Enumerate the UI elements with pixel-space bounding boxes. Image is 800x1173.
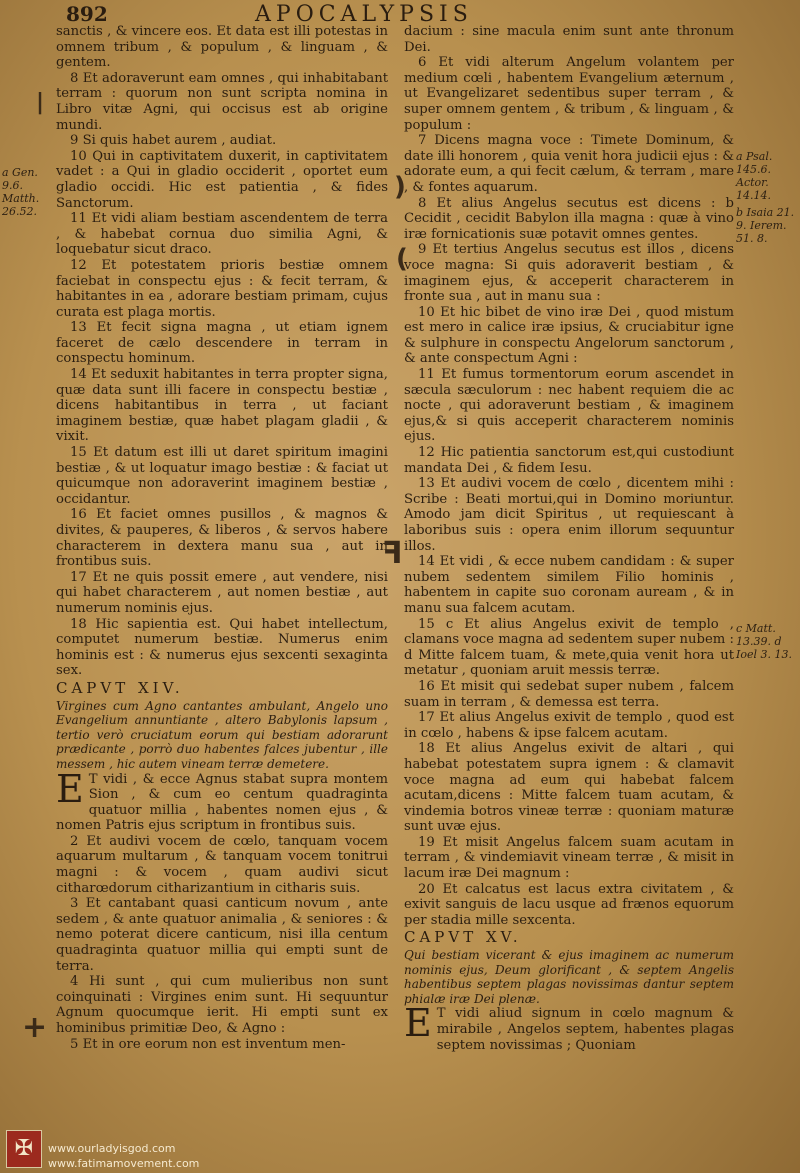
footer-website-1[interactable]: www.ourladyisgod.com (48, 1142, 176, 1155)
verse: 8 Et alius Angelus secutus est dicens : b Cecidit , cecidit Babylon illa magna : quæ à vino iræ fornicationis suæ potavit omnes gentes. (404, 195, 734, 242)
verse: 8 Et adoraverunt eam omnes , qui inhabitabant terram : quorum non sunt scripta nomina in Libro vitæ Agni, qui occisus est ab origine mundi. (56, 70, 388, 133)
running-title: APOCALYPSIS (255, 2, 473, 27)
verse: 20 Et calcatus est lacus extra civitatem , & exivit sanguis de lacu usque ad frænos equorum per stadia mille sexcenta. (404, 881, 734, 928)
handwritten-mark-icon: | (36, 90, 45, 115)
verse: 17 Et alius Angelus exivit de templo , quod est in cœlo , habens & ipse falcem acutam. (404, 710, 734, 741)
margin-reference-right: a Psal. 145.6. Actor. 14.14. (736, 150, 773, 202)
verse (56, 766, 388, 834)
verse: 15 Et datum est illi ut daret spiritum imagini bestiæ , & ut loquatur imago bestiæ : & faciat ut quicumque non adoraverint imaginem bestiæ , occidantur. (56, 445, 388, 507)
verse: 18 Et alius Angelus exivit de altari , qui habebat potestatem supra ignem : & clamavit voce magna ad eum qui habebat falcem acutam,dicens : Mitte falcem tuam acutam, & vindemia botros vineæ terræ : quoniam maturæ sunt uvæ ejus. (404, 741, 734, 835)
verse: 5 Et in ore eorum non est inventum men- (70, 1036, 346, 1052)
left-column (56, 24, 388, 1052)
verse: 19 Et misit Angelus falcem suam acutam in terram , & vindemiavit vineam terræ , & misit in lacum iræ Dei magnum : (404, 834, 734, 882)
margin-reference-left: a Gen. 9.6. Matth. 26.52. (2, 166, 40, 218)
verse: 15 c Et alius Angelus exivit de templo , clamans voce magna ad sedentem super nubem : d Mitte falcem tuam, & mete,quia venit hora ut metatur , quoniam aruit messis terræ. (404, 616, 734, 679)
verse: 9 Si quis habet aurem , audiat. (70, 133, 277, 149)
verse-text: T vidi aliud signum in cœlo magnum & mirabile , Angelos septem, habentes plagas septem novissimas ; Quoniam (436, 1006, 734, 1053)
verse: dacium : sine macula enim sunt ante thronum Dei. (404, 24, 734, 55)
margin-reference-right: b Isaia 21. 9. Ierem. 51. 8. (736, 206, 795, 245)
verse: 9 Et tertius Angelus secutus est illos , dicens voce magna: Si quis adoraverit bestiam , & imaginem ejus, & acceperit characterem in fronte sua , aut in manu sua : (404, 242, 734, 305)
chapter-14-summary: Virgines cum Agno cantantes ambulant, Angelo uno Evangelium annuntiante , altero Babylonis lapsum , tertio verò cruciatum eorum qui bestiam adorarunt prædicante , porrò duo habentes falces jubentur , ille messem , hic autem vineam terræ demetere. (56, 698, 388, 771)
verse: 2 Et audivi vocem de cœlo, tanquam vocem aquarum multarum , & tanquam vocem tonitrui magni : & vocem , quam audivi sicut citharœdorum citharizantium in citharis suis. (56, 833, 388, 896)
margin-reference-right: c Matt. 13.39. d Ioel 3. 13. (736, 622, 792, 661)
verse: 4 Hi sunt , qui cum mulieribus non sunt coinquinati : Virgines enim sunt. Hi sequuntur Agnum quocumque ierit. Hi empti sunt ex hominibus primitiæ Deo, & Agno : (56, 974, 388, 1036)
verse: 11 Et vidi aliam bestiam ascendentem de terra , & habebat cornua duo similia Agni, & loquebatur sicut draco. (56, 211, 388, 258)
verse: 16 Et faciet omnes pusillos , & magnos & divites, & pauperes, & liberos , & servos habere characterem in dextera manu sua , aut in frontibus suis. (56, 507, 388, 570)
verse: 7 Dicens magna voce : Timete Dominum, & date illi honorem , quia venit hora judicii ejus : & adorate eum, a qui fecit cælum, & terram , mare , & fontes aquarum. (404, 133, 734, 195)
verse: 17 Et ne quis possit emere , aut vendere, nisi qui habet characterem , aut nomen bestiæ , aut numerum nominis ejus. (56, 569, 388, 616)
verse (404, 1001, 734, 1053)
watermark-logo-icon: ✠ (6, 1130, 42, 1168)
right-column (404, 24, 734, 1053)
handwritten-bracket-icon: ( (396, 244, 408, 274)
verse: 14 Et vidi , & ecce nubem candidam : & super nubem sedentem similem Filio hominis , habentem in capite suo coronam auream , & in manu sua falcem acutam. (404, 554, 734, 616)
verse: 18 Hic sapientia est. Qui habet intellectum, computet numerum bestiæ. Numerus enim hominis est : & numerus ejus sexcenti sexaginta sex. (56, 616, 388, 679)
verse: 3 Et cantabant quasi canticum novum , ante sedem , & ante quatuor animalia , & seniores : & nemo poterat dicere canticum, nisi illa centum quadraginta quatuor millia qui empti sunt de terra. (56, 896, 388, 974)
verse: 14 Et seduxit habitantes in terra propter signa, quæ data sunt illi facere in conspectu bestiæ , dicens habitantibus in terra , ut faciant imaginem bestiæ, quæ habet plagam gladii , & vixit. (56, 367, 388, 445)
verse: 13 Et fecit signa magna , ut etiam ignem faceret de cælo descendere in terram in conspectu hominum. (56, 320, 388, 367)
dropcap-letter: E (56, 766, 84, 811)
chapter-15-summary: Qui bestiam vicerant & ejus imaginem ac numerum nominis ejus, Deum glorificant , & septem Angelis habentibus septem plagas novissimas dantur septem phialæ iræ Dei plenæ. (404, 948, 734, 1006)
chapter-14-heading: CAPVT XIV. (56, 678, 184, 697)
chapter-15-heading: CAPVT XV. (404, 928, 522, 947)
verse: 11 Et fumus tormentorum eorum ascendet in sæcula sæculorum : nec habent requiem die ac nocte , qui adoraverunt bestiam , & imaginem ejus,& si quis acceperit characterem nominis ejus. (404, 367, 734, 445)
page-number: 892 (66, 2, 108, 26)
verse: 12 Et potestatem prioris bestiæ omnem faciebat in conspectu ejus : & fecit terram, & habitantes in ea , adorare bestiam primam, cujus curata est plaga mortis. (56, 257, 388, 320)
verse: 12 Hic patientia sanctorum est,qui custodiunt mandata Dei , & fidem Iesu. (404, 445, 734, 476)
verse: 13 Et audivi vocem de cœlo , dicentem mihi : Scribe : Beati mortui,qui in Domino moriuntur. Amodo jam dicit Spiritus , ut requiescant à laboribus suis : opera enim illorum sequuntur illos. (404, 476, 734, 554)
verse: 16 Et misit qui sedebat super nubem , falcem suam in terram , & demessa est terra. (404, 678, 734, 710)
footer-website-2[interactable]: www.fatimamovement.com (48, 1157, 200, 1170)
handwritten-bracket-icon: ) (394, 172, 406, 202)
handwritten-mark-icon: ꟻ (382, 536, 403, 571)
verse: sanctis , & vincere eos. Et data est illi potestas in omnem tribum , & populum , & linguam , & gentem. (56, 24, 388, 71)
verse: 10 Qui in captivitatem duxerit, in captivitatem vadet : a Qui in gladio occiderit , oportet eum gladio occidi. Hic est patientia , & fides Sanctorum. (56, 148, 388, 211)
verse: 6 Et vidi alterum Angelum volantem per medium cœli , habentem Evangelium æternum , ut Evangelizaret sedentibus super terram , & super omnem gentem , & tribum , & linguam , & populum : (404, 55, 734, 133)
verse: 10 Et hic bibet de vino iræ Dei , quod mistum est mero in calice iræ ipsius, & cruciabitur igne & sulphure in conspectu Angelorum sanctorum , & ante conspectum Agni : (404, 304, 734, 367)
verse-text: T vidi , & ecce Agnus stabat supra montem Sion , & cum eo centum quadraginta quatuor millia , habentes nomen ejus , & nomen Patris ejus scriptum in frontibus suis. (56, 771, 388, 834)
handwritten-mark-icon: + (22, 1010, 48, 1045)
dropcap-letter: E (404, 1001, 432, 1046)
